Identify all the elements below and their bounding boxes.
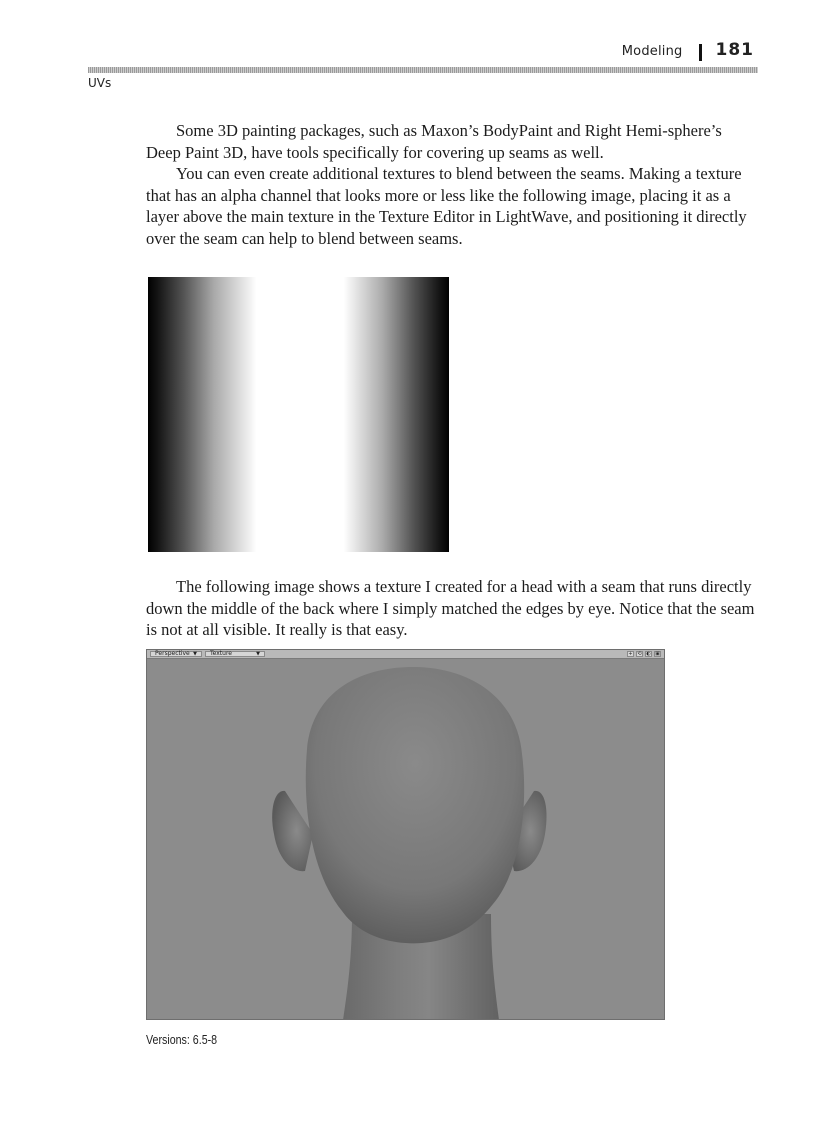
paragraph: The following image shows a texture I created for a head with a seam that runs directly down the middle of the back where I simply matched the edges by eye. Notice that the seam is not at all visible. It really is that easy. [146,577,755,640]
chevron-down-icon: ▼ [193,651,197,657]
body-text-top [146,120,758,250]
chevron-down-icon: ▼ [256,651,260,657]
running-head [622,40,754,60]
chapter-label: UVs [88,76,112,90]
header-rule [88,67,758,73]
skull [306,667,524,943]
render-mode-label: Texture [210,650,232,657]
viewport-toolbar [147,650,664,659]
viewport-controls [627,651,661,657]
view-type-dropdown[interactable] [150,651,202,657]
rotate-view-icon[interactable]: ⟲ [637,651,642,657]
head-render [147,659,664,1020]
paragraph: Some 3D painting packages, such as Maxon’s BodyPaint and Right Hemi-sphere’s Deep Paint 3D, have tools specifically for covering up seams as well. [146,121,722,162]
section-title: Modeling [621,44,683,59]
head-model [272,667,546,1020]
lightwave-viewport-figure [146,649,665,1020]
zoom-view-icon[interactable]: ◐ [646,651,651,657]
header-divider [699,44,702,61]
alpha-gradient-figure [148,277,449,552]
body-text-bottom [146,576,758,641]
maximize-view-icon[interactable]: ▣ [655,651,660,657]
move-view-icon[interactable]: + [628,651,633,657]
render-mode-dropdown[interactable] [205,651,265,657]
versions-note: Versions: 6.5-8 [146,1032,218,1047]
paragraph: You can even create additional textures to blend between the seams. Making a texture that has an alpha channel that looks more or less like the following image, placing it as a layer above the main texture in the Texture Editor in LightWave, and positioning it directly over the seam can help to blend between seams. [146,164,747,248]
view-type-label: Perspective [155,650,190,657]
page-number: 181 [715,40,754,60]
